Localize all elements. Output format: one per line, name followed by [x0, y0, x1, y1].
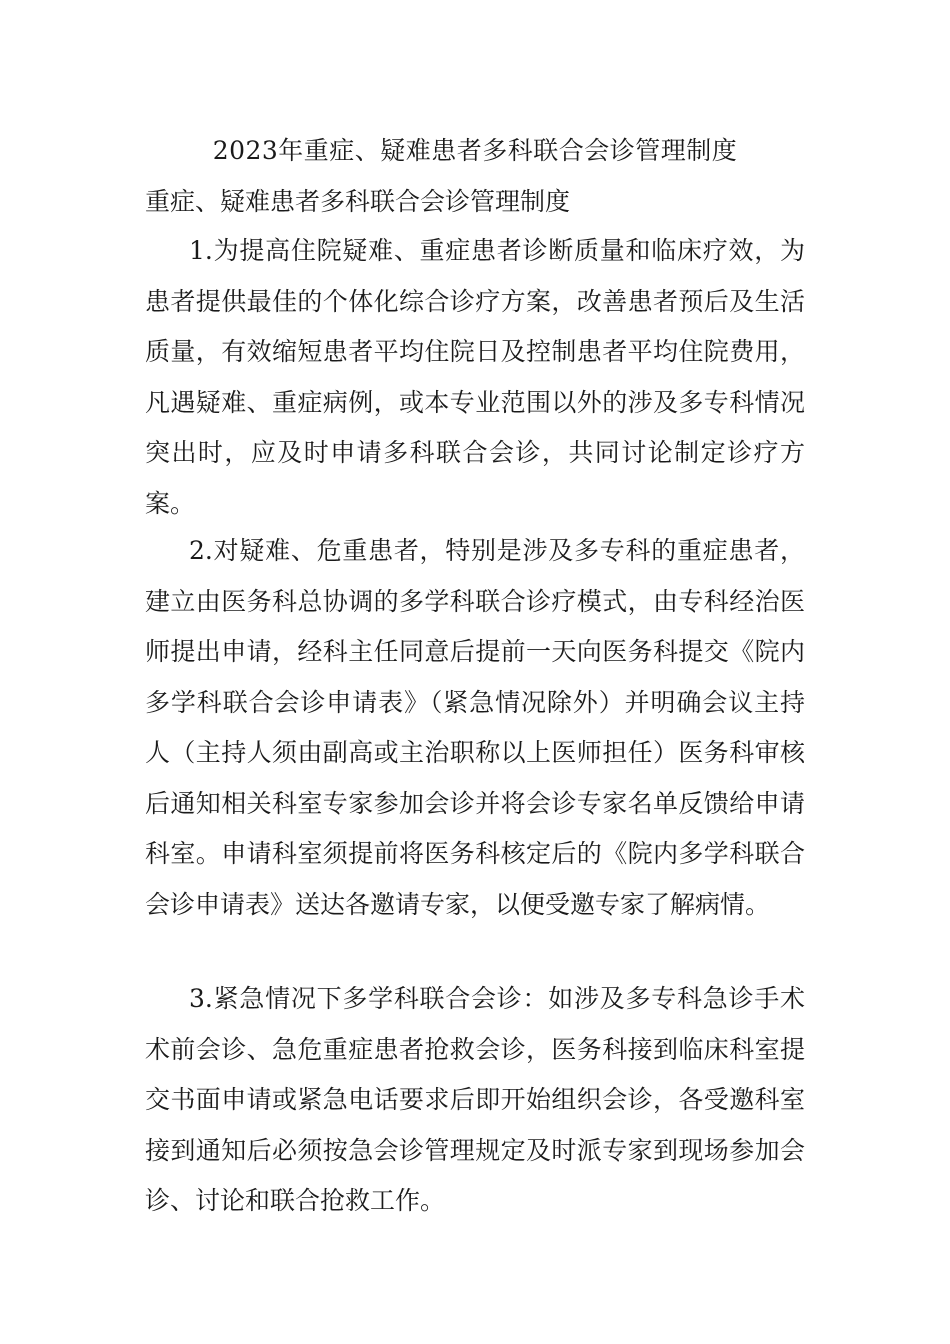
document-subtitle: 重症、疑难患者多科联合会诊管理制度	[145, 187, 571, 216]
paragraph-3: 3.紧急情况下多学科联合会诊：如涉及多专科急诊手术术前会诊、急危重症患者抢救会诊，医务科接到临床科室提交书面申请或紧急电话要求后即开始组织会诊，各受邀科室接到通知后必须按急会诊管理规定及时派专家到现场参加会诊、讨论和联合抢救工作。	[145, 984, 805, 1215]
document-title: 2023年重症、疑难患者多科联合会诊管理制度	[212, 136, 738, 165]
paragraph-1: 1.为提高住院疑难、重症患者诊断质量和临床疗效，为患者提供最佳的个体化综合诊疗方案，改善患者预后及生活质量，有效缩短患者平均住院日及控制患者平均住院费用，凡遇疑难、重症病例，或本专业范围以外的涉及多专科情况突出时，应及时申请多科联合会诊，共同讨论制定诊疗方案。	[145, 236, 805, 518]
paragraph-2: 2.对疑难、危重患者，特别是涉及多专科的重症患者，建立由医务科总协调的多学科联合诊疗模式，由专科经治医师提出申请，经科主任同意后提前一天向医务科提交《院内多学科联合会诊申请表》（紧急情况除外）并明确会议主持人（主持人须由副高或主治职称以上医师担任）医务科审核后通知相关科室专家参加会诊并将会诊专家名单反馈给申请科室。申请科室须提前将医务科核定后的《院内多学科联合会诊申请表》送达各邀请专家，以便受邀专家了解病情。	[145, 536, 805, 919]
